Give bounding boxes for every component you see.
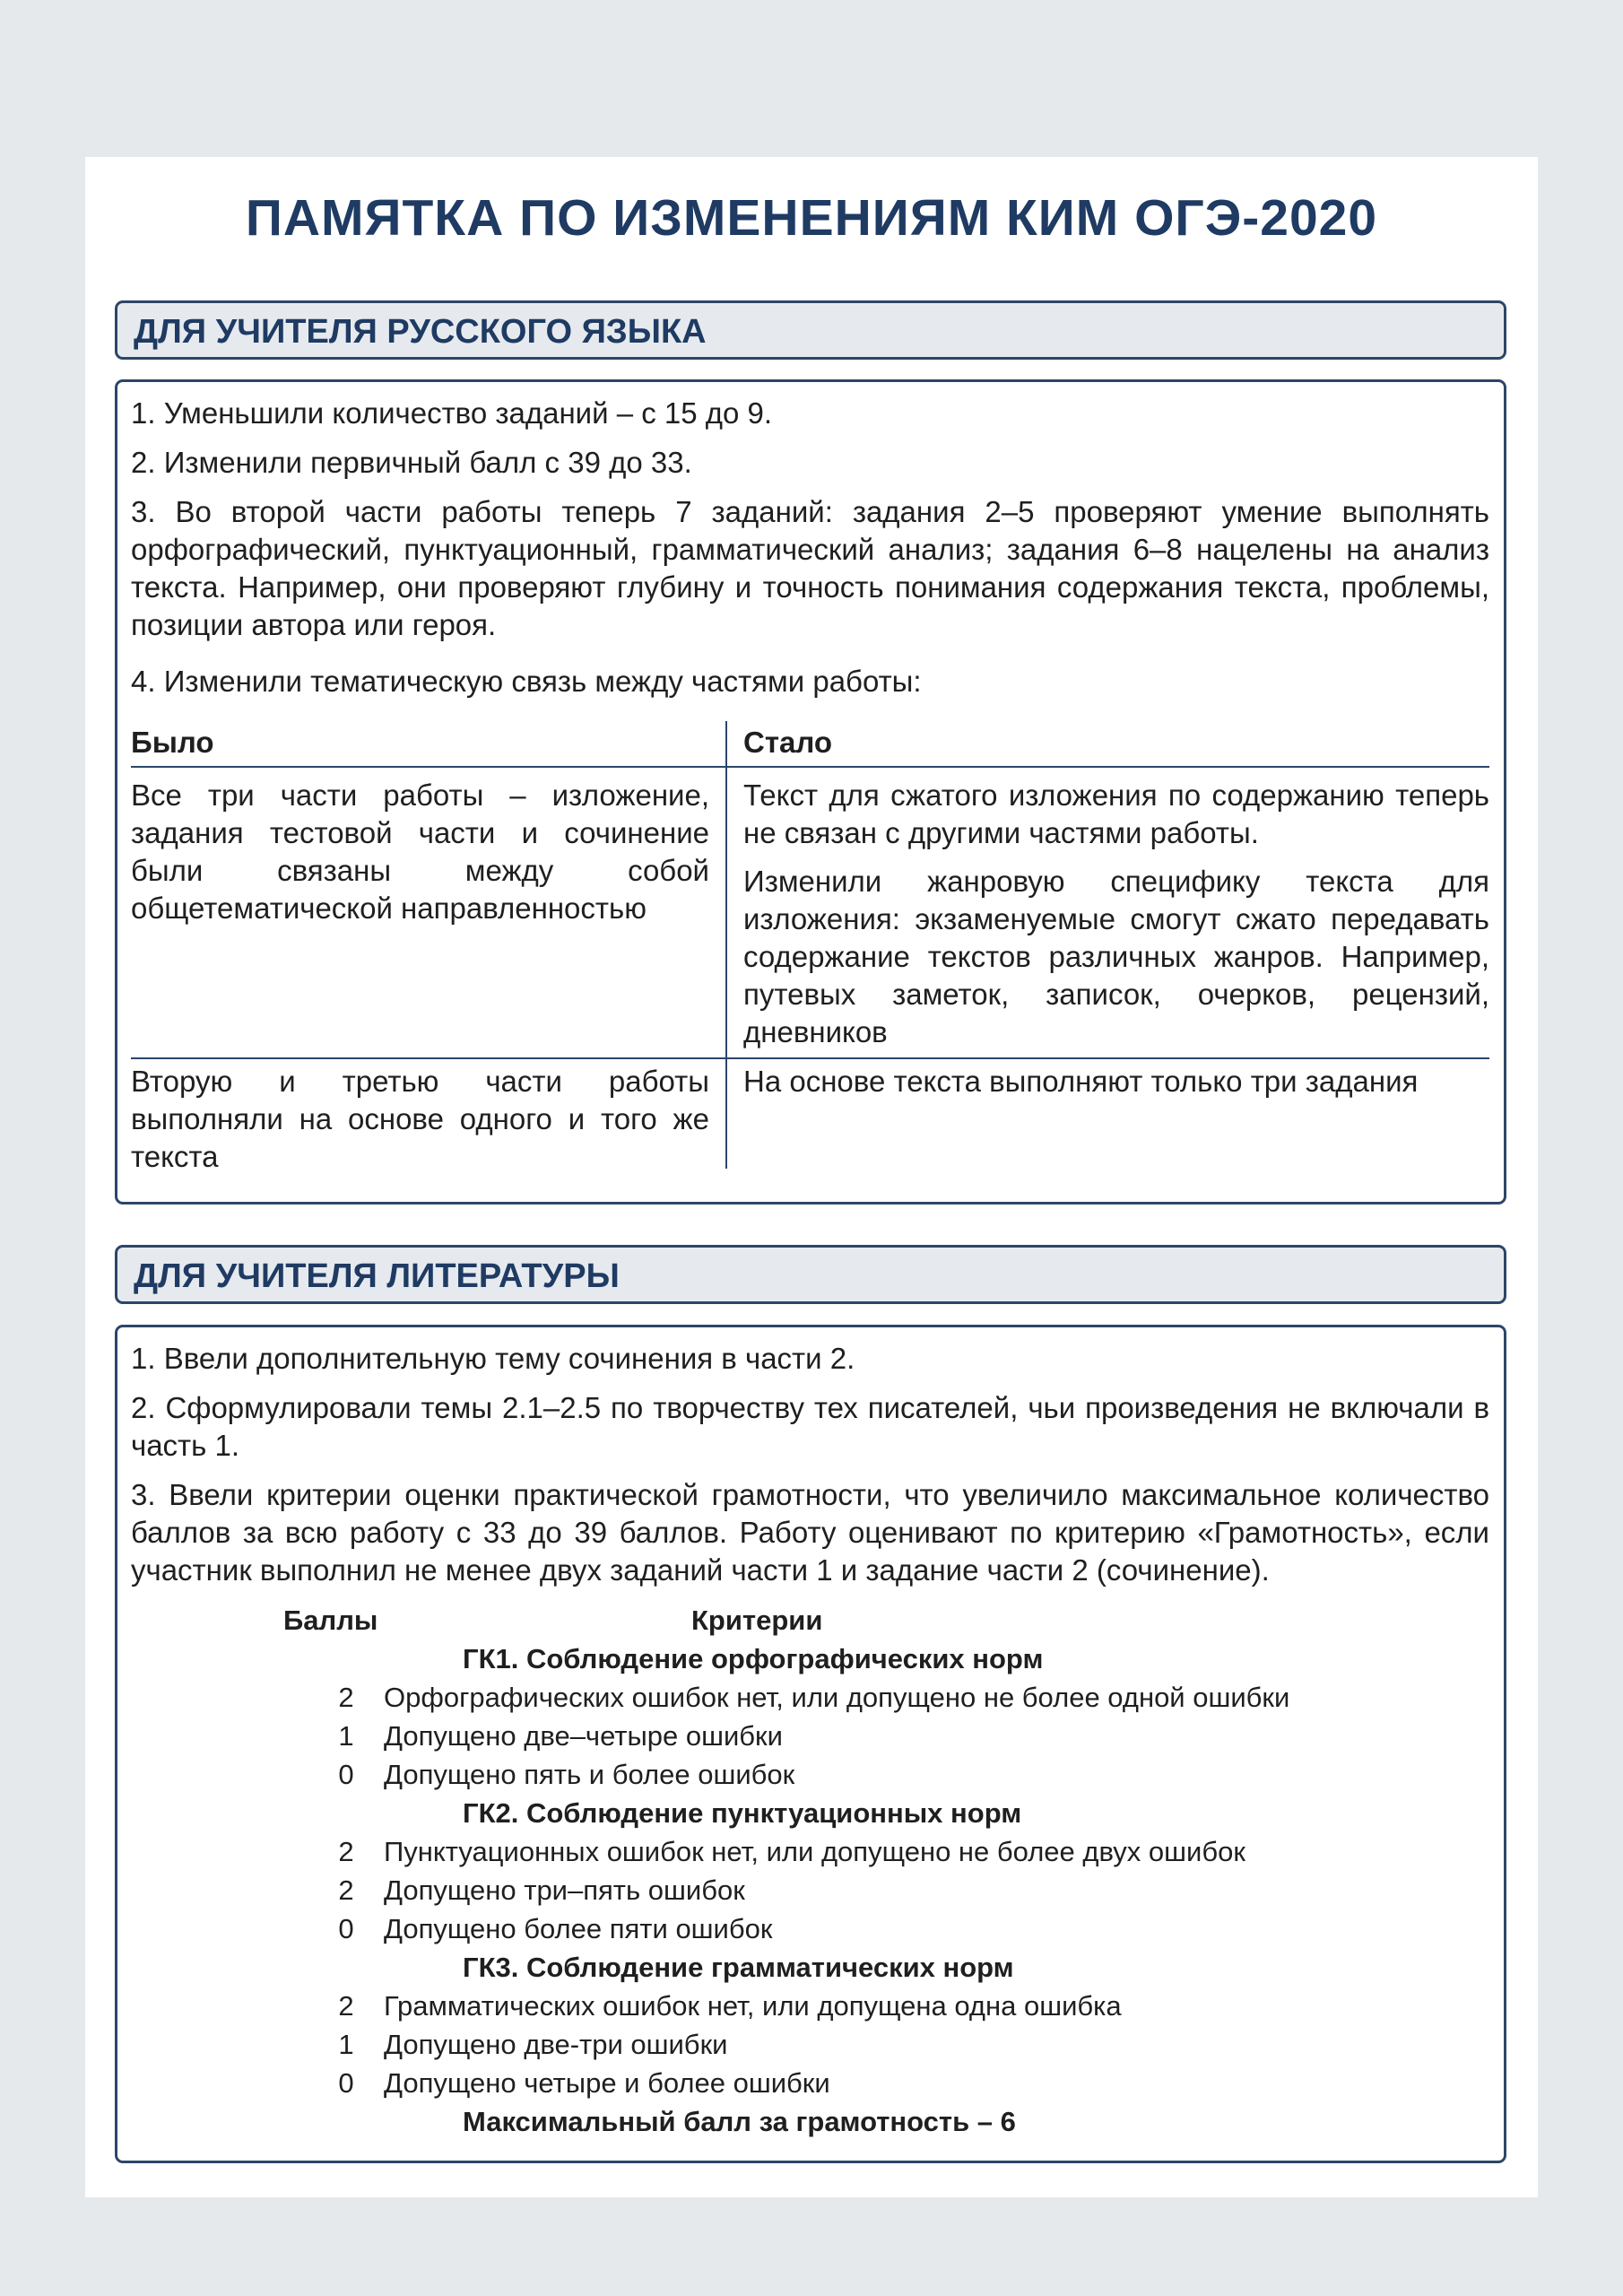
russian-item-3: 3. Во второй части работы теперь 7 заданий: задания 2–5 проверяют умение выполнять орфографический, пунктуационный, грамматический анализ; задания 6–8 нацелены на анализ текста. Например, они проверяют глубину и точность понимания содержания текста, проблемы, позиции автора или героя. [131, 495, 1489, 641]
criteria-text: Допущено две-три ошибки [384, 2029, 728, 2060]
criteria-criteria-header: Критерии [691, 1605, 823, 1636]
criteria-text: Допущено четыре и более ошибки [384, 2067, 830, 2099]
criteria-total: Максимальный балл за грамотность – 6 [463, 2106, 1016, 2137]
criteria-text: Допущено пять и более ошибок [384, 1759, 795, 1790]
comparison-table [131, 721, 1489, 1173]
russian-item-4: 4. Изменили тематическую связь между частями работы: [131, 665, 922, 698]
russian-item-1: 1. Уменьшили количество заданий – с 15 до 9. [131, 396, 773, 430]
page-title: ПАМЯТКА ПО ИЗМЕНЕНИЯМ КИМ ОГЭ-2020 [245, 189, 1378, 247]
russian-section-header [115, 300, 1506, 360]
criteria-text: Пунктуационных ошибок нет, или допущено не более двух ошибок [384, 1836, 1245, 1867]
criteria-score: 2 [338, 1682, 354, 1713]
russian-item-2: 2. Изменили первичный балл с 39 до 33. [131, 446, 692, 479]
criteria-text: Допущено три–пять ошибок [384, 1874, 745, 1906]
comparison-table-header [131, 721, 1489, 768]
criteria-group-title: ГК3. Соблюдение грамматических норм [463, 1952, 1014, 1983]
criteria-group-title: ГК2. Соблюдение пунктуационных норм [463, 1797, 1022, 1829]
criteria-score-header: Баллы [283, 1605, 378, 1636]
column-now-header: Стало [743, 726, 833, 759]
literature-item-1: 1. Ввели дополнительную тему сочинения в части 2. [131, 1342, 855, 1375]
criteria-text: Допущено более пяти ошибок [384, 1913, 773, 1944]
criteria-text: Допущено две–четыре ошибки [384, 1720, 783, 1752]
now-cell: На основе текста выполняют только три задания [743, 1065, 1419, 1098]
criteria-score: 0 [338, 1759, 354, 1790]
was-cell: Все три части работы – изложение, задания тестовой части и сочинение были связаны между собой общетематической направленностью [131, 768, 727, 1057]
literature-section-header [115, 1245, 1506, 1304]
russian-section-box [115, 379, 1506, 1205]
criteria-score: 0 [338, 2067, 354, 2099]
criteria-score: 1 [338, 1720, 354, 1752]
table-row [131, 1059, 1489, 1173]
was-cell: Вторую и третью части работы выполняли на основе одного и того же текста [131, 1059, 727, 1169]
criteria-group-title: ГК1. Соблюдение орфографических норм [463, 1643, 1044, 1674]
document-page [85, 157, 1538, 2197]
criteria-score: 2 [338, 1836, 354, 1867]
criteria-score: 0 [338, 1913, 354, 1944]
now-paragraph: Изменили жанровую специфику текста для изложения: экзаменуемые смогут сжато передавать содержание текстов различных жанров. Например, путевых заметок, записок, очерков, рецензий, дневников [743, 865, 1489, 1048]
criteria-score: 2 [338, 1874, 354, 1906]
criteria-text: Грамматических ошибок нет, или допущена одна ошибка [384, 1990, 1122, 2022]
criteria-score: 2 [338, 1990, 354, 2022]
literature-section-box [115, 1325, 1506, 2163]
criteria-score: 1 [338, 2029, 354, 2060]
now-paragraph: Текст для сжатого изложения по содержанию теперь не связан с другими частями работы. [743, 778, 1489, 849]
table-row [131, 768, 1489, 1059]
now-cell [727, 768, 1489, 1057]
literature-item-3: 3. Ввели критерии оценки практической грамотности, что увеличило максимальное количество баллов за всю работу с 33 до 39 баллов. Работу оценивают по критерию «Грамотность», если участник выполнил не менее двух заданий части 1 и задание части 2 (сочинение). [131, 1478, 1489, 1587]
russian-section-title: ДЛЯ УЧИТЕЛЯ РУССКОГО ЯЗЫКА [134, 313, 707, 351]
column-was-header: Было [131, 721, 727, 766]
literature-section-title: ДЛЯ УЧИТЕЛЯ ЛИТЕРАТУРЫ [134, 1257, 620, 1295]
literature-item-2: 2. Сформулировали темы 2.1–2.5 по творчеству тех писателей, чьи произведения не включали в часть 1. [131, 1391, 1489, 1462]
criteria-text: Орфографических ошибок нет, или допущено не более одной ошибки [384, 1682, 1290, 1713]
